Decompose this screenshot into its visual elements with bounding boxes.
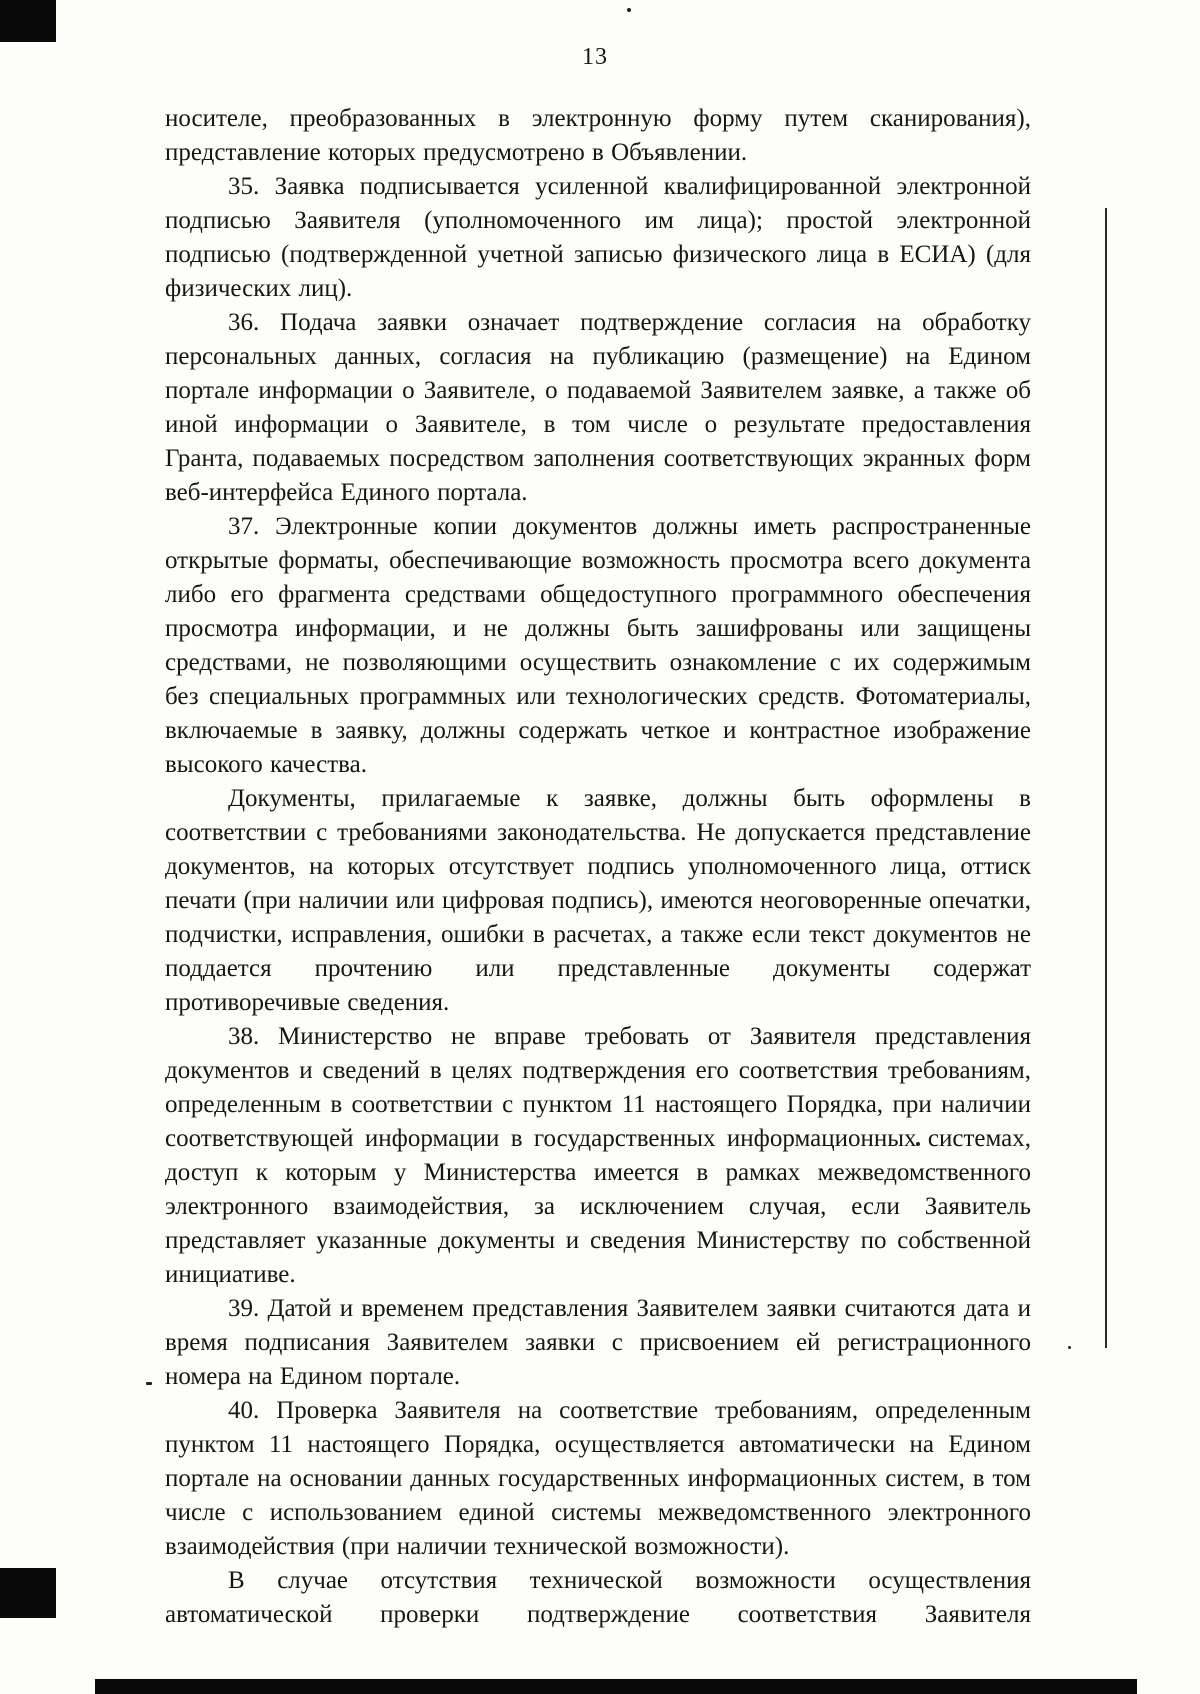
paragraph-item-40: 40. Проверка Заявителя на соответствие требованиям, определенным пунктом 11 настоящего Порядка, осуществляется автоматически на Едином портале на основании данных государственных информационных систем, в том числе с использованием единой системы межведомственного электронного взаимодействия (при наличии технической возможности). bbox=[165, 1397, 1031, 1560]
paragraph-item-38: 38. Министерство не вправе требовать от Заявителя представления документов и сведений в целях подтверждения его соответствия требованиям, определенным в соответствии с пунктом 11 настоящего Порядка, при наличии соответствующей информации в государственных информационных системах, доступ к которым у Министерства имеется в рамках межведомственного электронного взаимодействия, за исключением случая, если Заявитель представляет указанные документы и сведения Министерству по собственной инициативе. bbox=[165, 1023, 1031, 1288]
scan-artifact-bottom-left bbox=[0, 1568, 56, 1618]
paragraph-item-39: 39. Датой и временем представления Заявителем заявки считаются дата и время подписания Заявителем заявки с присвоением ей регистрационного номера на Едином портале. bbox=[165, 1295, 1031, 1390]
paragraph-documents-requirements: Документы, прилагаемые к заявке, должны быть оформлены в соответствии с требованиями законодательства. Не допускается представление документов, на которых отсутствует подпись уполномоченного лица, оттиск печати (при наличии или цифровая подпись), имеются неоговоренные опечатки, подчистки, исправления, ошибки в расчетах, а также если текст документов не поддается прочтению или представленные документы содержат противоречивые сведения. bbox=[165, 785, 1031, 1016]
scan-artifact-bottom-bar bbox=[95, 1679, 1137, 1694]
paragraph-item-36: 36. Подача заявки означает подтверждение согласия на обработку персональных данных, согласия на публикацию (размещение) на Едином портале информации о Заявителе, о подаваемой Заявителем заявке, а также об иной информации о Заявителе, в том числе о результате предоставления Гранта, подаваемых посредством заполнения соответствующих экранных форм веб-интерфейса Единого портала. bbox=[165, 309, 1031, 506]
paragraph-partial-last: В случае отсутствия технической возможности осуществления автоматической проверки подтверждение соответствия Заявителя bbox=[165, 1567, 1031, 1628]
paragraph-item-37: 37. Электронные копии документов должны иметь распространенные открытые форматы, обеспечивающие возможность просмотра всего документа либо его фрагмента средствами общедоступного программного обеспечения просмотра информации, и не должны быть зашифрованы или защищены средствами, не позволяющими осуществить ознакомление с их содержимым без специальных программных или технологических средств. Фотоматериалы, включаемые в заявку, должны содержать четкое и контрастное изображение высокого качества. bbox=[165, 513, 1031, 778]
scan-speck bbox=[627, 8, 631, 12]
scan-speck bbox=[146, 1382, 152, 1385]
scan-speck bbox=[1068, 1346, 1071, 1349]
scan-artifact-right-margin-line bbox=[1105, 208, 1107, 1348]
scan-artifact-top-left bbox=[0, 0, 56, 42]
paragraph-continuation: носителе, преобразованных в электронную форму путем сканирования), представление которых предусмотрено в Объявлении. bbox=[165, 105, 1031, 166]
paragraph-item-35: 35. Заявка подписывается усиленной квалифицированной электронной подписью Заявителя (уполномоченного им лица); простой электронной подписью (подтвержденной учетной записью физического лица в ЕСИА) (для физических лиц). bbox=[165, 173, 1031, 302]
text-block bbox=[165, 102, 1031, 1632]
page-number: 13 bbox=[582, 44, 608, 70]
